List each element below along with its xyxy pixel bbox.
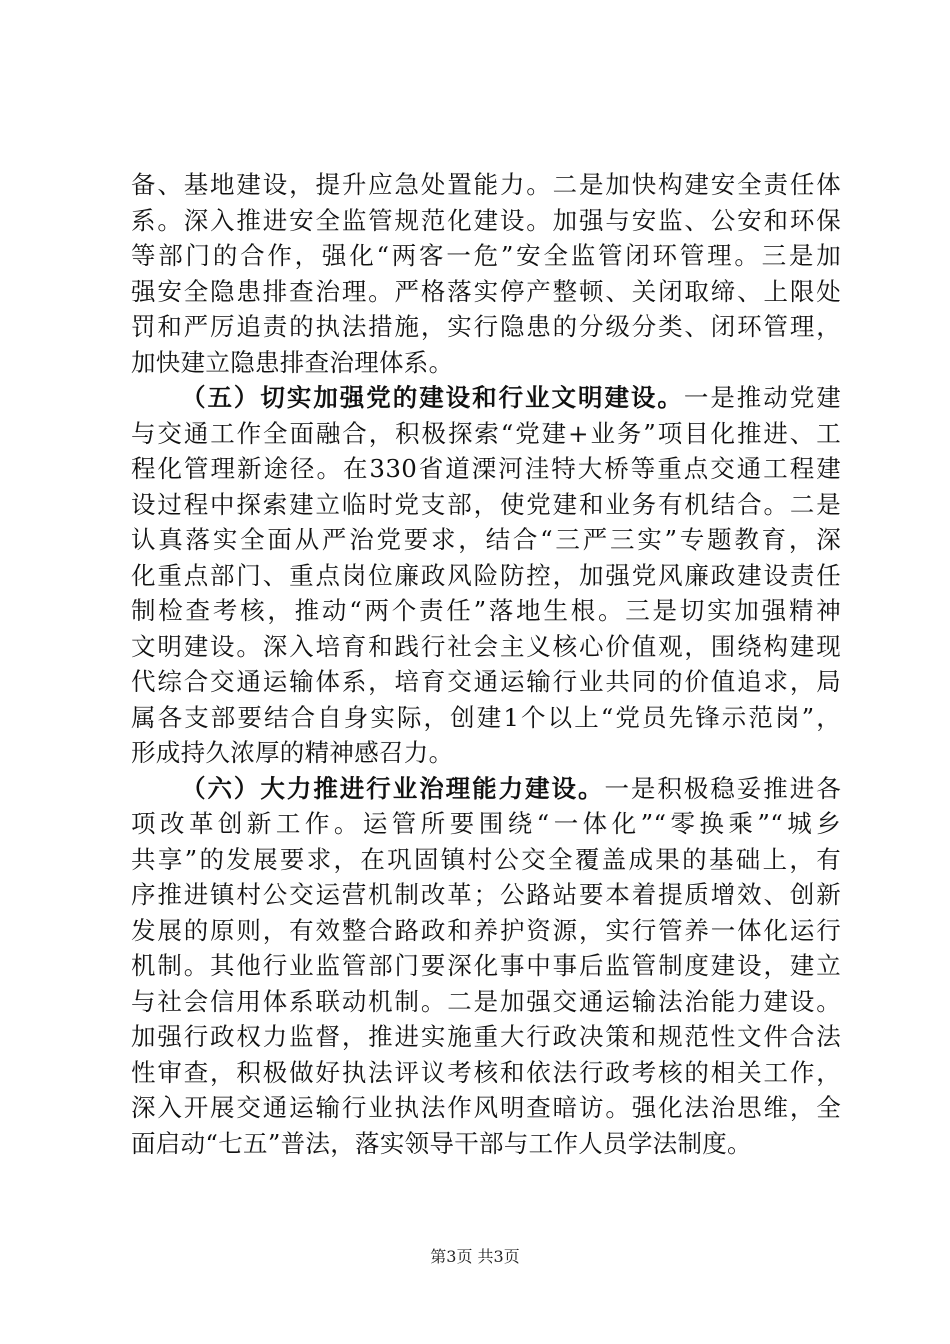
text-line: 强安全隐患排查治理。严格落实停产整顿、关闭取缔、上限处: [131, 276, 841, 306]
text-line: 发展的原则，有效整合路政和养护资源，实行管养一体化运行: [131, 915, 841, 945]
text-line: 性审查，积极做好执法评议考核和依法行政考核的相关工作，: [131, 1057, 841, 1087]
paragraph-section-five: [131, 380, 841, 771]
text-line: 形成持久浓厚的精神感召力。: [131, 738, 454, 767]
page-footer: [0, 1246, 950, 1268]
text-line: 与社会信用体系联动机制。二是加强交通运输法治能力建设。: [131, 986, 841, 1016]
text-line: 程化管理新途径。在330省道溧河洼特大桥等重点交通工程建: [131, 454, 841, 483]
text-line: 文明建设。深入培育和践行社会主义核心价值观，围绕构建现: [131, 631, 841, 661]
section-heading-line: [131, 380, 841, 416]
section-heading-line: [131, 771, 841, 807]
text-line: 代综合交通运输体系，培育交通运输行业共同的价值追求，局: [131, 667, 841, 696]
paragraph-section-six: [131, 771, 841, 1162]
text-line: 面启动“七五”普法，落实领导干部与工作人员学法制度。: [131, 1128, 752, 1158]
section-heading: （六）大力推进行业治理能力建设。: [181, 773, 605, 803]
text-line: 加强行政权力监督，推进实施重大行政决策和规范性文件合法: [131, 1022, 841, 1051]
text-line: 项改革创新工作。运管所要围绕“一体化”“零换乘”“城乡: [131, 809, 841, 838]
text-line: 属各支部要结合自身实际，创建1个以上“党员先锋示范岗”，: [131, 702, 841, 732]
text-line: 制检查考核，推动“两个责任”落地生根。三是切实加强精神: [131, 596, 841, 625]
section-heading: （五）切实加强党的建设和行业文明建设。: [181, 383, 684, 412]
text-line: 与交通工作全面融合，积极探索“党建+业务”项目化推进、工: [131, 418, 841, 448]
document-body: [131, 167, 841, 1161]
text-line: 加快建立隐患排查治理体系。: [131, 347, 454, 377]
page-number: 第3页 共3页: [430, 1247, 520, 1266]
text-line: 设过程中探索建立临时党支部，使党建和业务有机结合。二是: [131, 489, 841, 519]
text-line: 认真落实全面从严治党要求，结合“三严三实”专题教育，深: [131, 525, 841, 554]
text-line: 等部门的合作，强化“两客一危”安全监管闭环管理。三是加: [131, 241, 841, 270]
text-line: 化重点部门、重点岗位廉政风险防控，加强党风廉政建设责任: [131, 560, 841, 590]
paragraph-continuation: [131, 167, 841, 380]
text-line: 备、基地建设，提升应急处置能力。二是加快构建安全责任体: [131, 170, 841, 199]
text-span: 一是积极稳妥推进各: [604, 773, 841, 803]
text-line: 序推进镇村公交运营机制改革；公路站要本着提质增效、创新: [131, 880, 841, 909]
text-line: 罚和严厉追责的执法措施，实行隐患的分级分类、闭环管理，: [131, 312, 841, 341]
text-line: 机制。其他行业监管部门要深化事中事后监管制度建设，建立: [131, 951, 841, 980]
text-line: 深入开展交通运输行业执法作风明查暗访。强化法治思维，全: [131, 1093, 841, 1122]
text-line: 系。深入推进安全监管规范化建设。加强与安监、公安和环保: [131, 205, 841, 235]
text-span: 一是推动党建: [683, 383, 841, 412]
text-line: 共享”的发展要求，在巩固镇村公交全覆盖成果的基础上，有: [131, 844, 841, 874]
